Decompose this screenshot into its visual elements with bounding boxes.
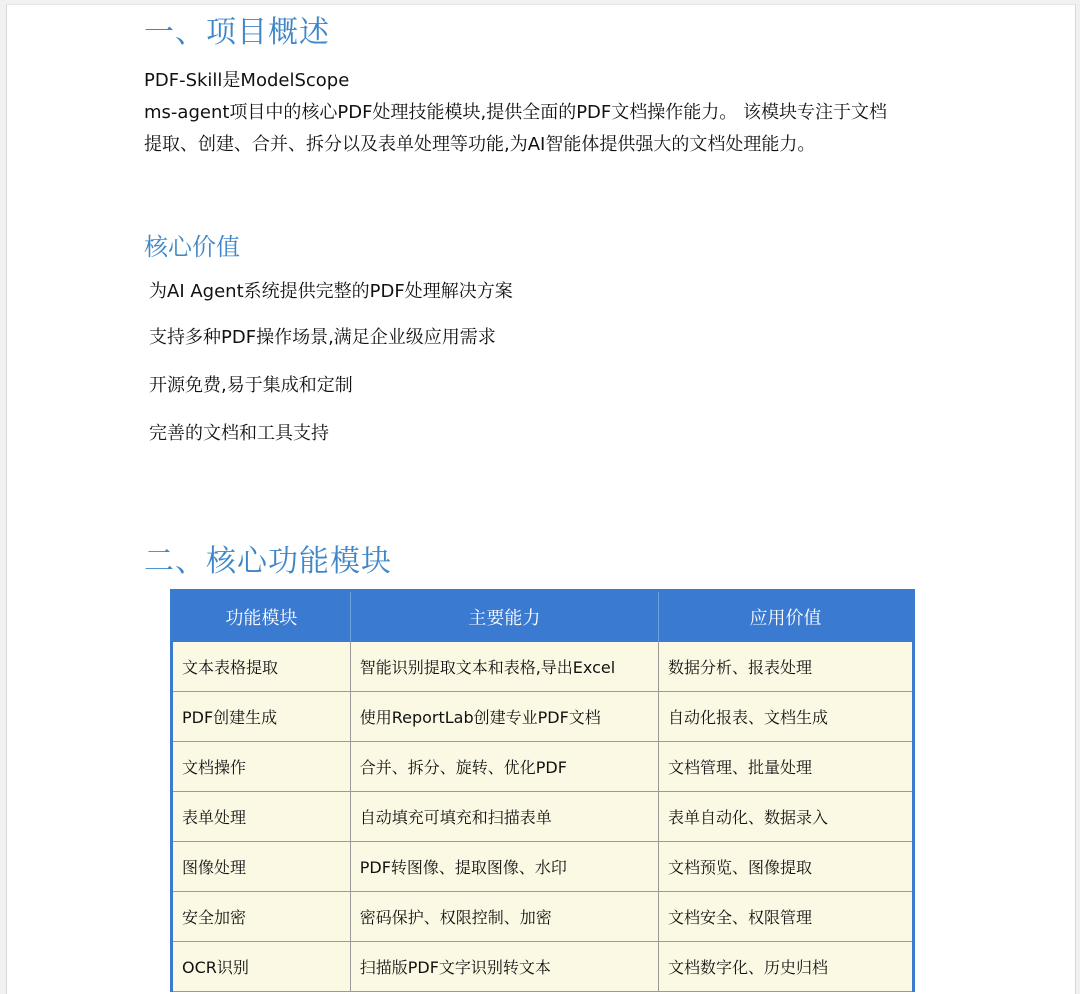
table-cell: 文档数字化、历史归档 xyxy=(658,942,913,992)
table-row xyxy=(172,642,914,692)
table-row xyxy=(172,942,914,992)
table-cell: 文本表格提取 xyxy=(172,642,351,692)
section-title-overview: 一、项目概述 xyxy=(144,15,330,50)
intro-line: 提取、创建、合并、拆分以及表单处理等功能,为AI智能体提供强大的文档处理能力。 xyxy=(144,134,816,155)
column-header: 应用价值 xyxy=(658,591,913,643)
table-cell: 使用ReportLab创建专业PDF文档 xyxy=(350,692,658,742)
core-value-item: 开源免费,易于集成和定制 xyxy=(149,375,353,396)
core-value-item: 完善的文档和工具支持 xyxy=(149,423,329,444)
table-cell: 自动化报表、文档生成 xyxy=(658,692,913,742)
table-row xyxy=(172,892,914,942)
table-cell: 文档管理、批量处理 xyxy=(658,742,913,792)
table-row xyxy=(172,692,914,742)
table-cell: 自动填充可填充和扫描表单 xyxy=(350,792,658,842)
core-value-item: 支持多种PDF操作场景,满足企业级应用需求 xyxy=(149,327,496,348)
intro-paragraph xyxy=(144,65,964,161)
table-cell: 扫描版PDF文字识别转文本 xyxy=(350,942,658,992)
table-cell: 文档预览、图像提取 xyxy=(658,842,913,892)
table-cell: 文档安全、权限管理 xyxy=(658,892,913,942)
feature-modules-table xyxy=(170,589,915,992)
table-header-row xyxy=(172,591,914,643)
table-cell: 图像处理 xyxy=(172,842,351,892)
column-header: 功能模块 xyxy=(172,591,351,643)
table-row xyxy=(172,792,914,842)
table-row xyxy=(172,742,914,792)
column-header: 主要能力 xyxy=(350,591,658,643)
table-cell: 表单处理 xyxy=(172,792,351,842)
table-cell: 密码保护、权限控制、加密 xyxy=(350,892,658,942)
document-page xyxy=(6,4,1076,994)
table-cell: 合并、拆分、旋转、优化PDF xyxy=(350,742,658,792)
table-cell: OCR识别 xyxy=(172,942,351,992)
table-cell: PDF转图像、提取图像、水印 xyxy=(350,842,658,892)
intro-line: PDF-Skill是ModelScope xyxy=(144,70,350,91)
table-row xyxy=(172,842,914,892)
section-title-modules: 二、核心功能模块 xyxy=(144,544,392,579)
core-value-heading: 核心价值 xyxy=(144,233,240,261)
intro-line: ms-agent项目中的核心PDF处理技能模块,提供全面的PDF文档操作能力。 该模块专注于文档 xyxy=(144,102,887,123)
table-cell: 安全加密 xyxy=(172,892,351,942)
table-cell: PDF创建生成 xyxy=(172,692,351,742)
table-cell: 数据分析、报表处理 xyxy=(658,642,913,692)
table-cell: 文档操作 xyxy=(172,742,351,792)
table-cell: 表单自动化、数据录入 xyxy=(658,792,913,842)
table-cell: 智能识别提取文本和表格,导出Excel xyxy=(350,642,658,692)
core-value-item: 为AI Agent系统提供完整的PDF处理解决方案 xyxy=(149,281,513,302)
